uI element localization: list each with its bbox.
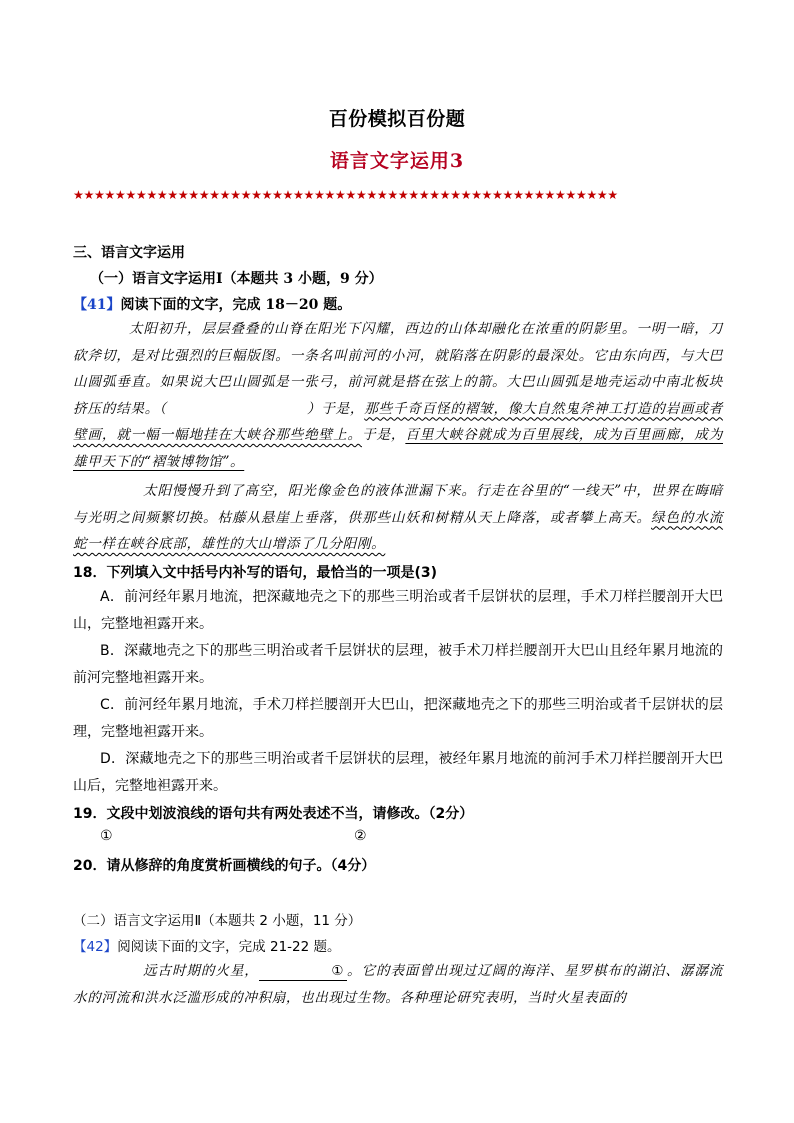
page-subtitle: 语言文字运用3 [329, 150, 465, 172]
passage1-paragraph2 [73, 478, 723, 558]
passage1-text-c: 于是， [362, 427, 406, 443]
item42-instruction: 阅阅读下面的文字，完成 21-22 题。 [117, 939, 341, 955]
wavy-underlined-sentence-2: 绿色的水流蛇一样在峡谷底部，雄性的大山增添了几分阳刚。 [73, 509, 724, 552]
q18-option-d: D．深藏地壳之下的那些三明治或者千层饼状的层理，被经年累月地流的前河手术刀样拦腰剖开大巴山后，完整地袒露开来。 [73, 751, 723, 794]
section-heading: 三、语言文字运用 [73, 245, 185, 261]
part2-heading: （二）语言文字运用Ⅱ（本题共 2 小题，11 分） [73, 913, 362, 929]
passage1-text-b: ）于是， [306, 400, 365, 417]
q18-option-b: B．深藏地壳之下的那些三明治或者千层饼状的层理，被手术刀样拦腰剖开大巴山且经年累月地流的前河完整地袒露开来。 [73, 643, 723, 686]
q18-option-a: A．前河经年累月地流，把深藏地壳之下的那些三明治或者千层饼状的层理，手术刀样拦腰剖开大巴山，完整地袒露开来。 [73, 589, 723, 632]
q18-option-c: C．前河经年累月地流，手术刀样拦腰剖开大巴山，把深藏地壳之下的那些三明治或者千层饼状的层理，完整地袒露开来。 [73, 697, 723, 740]
passage2-text-a: 远古时期的火星， [143, 963, 259, 979]
star-divider: ★★★★★★★★★★★★★★★★★★★★★★★★★★★★★★★★★★★★★★★★★★★★★★★★★★★★ [73, 188, 618, 202]
question-19: 19．文段中划波浪线的语句共有两处表述不当，请修改。（2分） [73, 806, 474, 822]
question-18: 18．下列填入文中括号内补写的语句，最恰当的一项是(3) [73, 565, 438, 581]
item41-instruction: 阅读下面的文字，完成 18－20 题。 [120, 297, 352, 313]
passage1-text-d: 太阳慢慢升到了高空，阳光像金色的液体泄漏下来。行走在谷里的“一线天”中，世界在晦暗与光明之间频繁切换。枯藤从悬崖上垂落，供那些山妖和树精从天上降落，或者攀上高天。 [73, 483, 723, 526]
passage1-paragraph1 [73, 316, 723, 475]
question-20: 20．请从修辞的角度赏析画横线的句子。（4分） [73, 858, 376, 874]
item41-line [73, 294, 351, 314]
part1-heading: （一）语言文字运用Ⅰ（本题共 3 小题，9 分） [90, 271, 383, 287]
passage1-text-a: 太阳初升，层层叠叠的山脊在阳光下闪耀，西边的山体却融化在浓重的阴影里。一明一暗，刀砍斧切，是对比强烈的巨幅版图。一条名叫前河的小河，就陷落在阴影的最深处。它由东向西，与大巴山圆弧垂直。如果说大巴山圆弧是一张弓，前河就是搭在弦上的箭。大巴山圆弧是地壳运动中南北板块挤压的结果。（ [73, 321, 723, 417]
q19-blank-1: ① [100, 828, 113, 844]
item42-line [73, 935, 341, 955]
passage2-text-b: 。它的表面曾出现过辽阔的海洋、星罗棋布的湖泊、潺潺流水的河流和洪水泛滥形成的冲积扇，也出现过生物。各种理论研究表明，当时火星表面的 [73, 963, 723, 1006]
item42-tag: 【42】 [73, 939, 118, 955]
page-title: 百份模拟百份题 [328, 108, 466, 130]
underlined-sentence: 百里大峡谷就成为百里展线，成为百里画廊，成为雄甲天下的“褶皱博物馆”。 [73, 427, 723, 470]
wavy-underlined-sentence-1: 那些千奇百怪的褶皱，像大自然鬼斧神工打造的岩画或者壁画，就一幅一幅地挂在大峡谷那些绝壁上。 [73, 400, 723, 443]
passage2-paragraph [73, 958, 723, 1011]
passage2-blank-1: ① [259, 962, 347, 981]
q19-blank-2: ② [354, 828, 367, 844]
item41-tag: 【41】 [73, 297, 121, 313]
